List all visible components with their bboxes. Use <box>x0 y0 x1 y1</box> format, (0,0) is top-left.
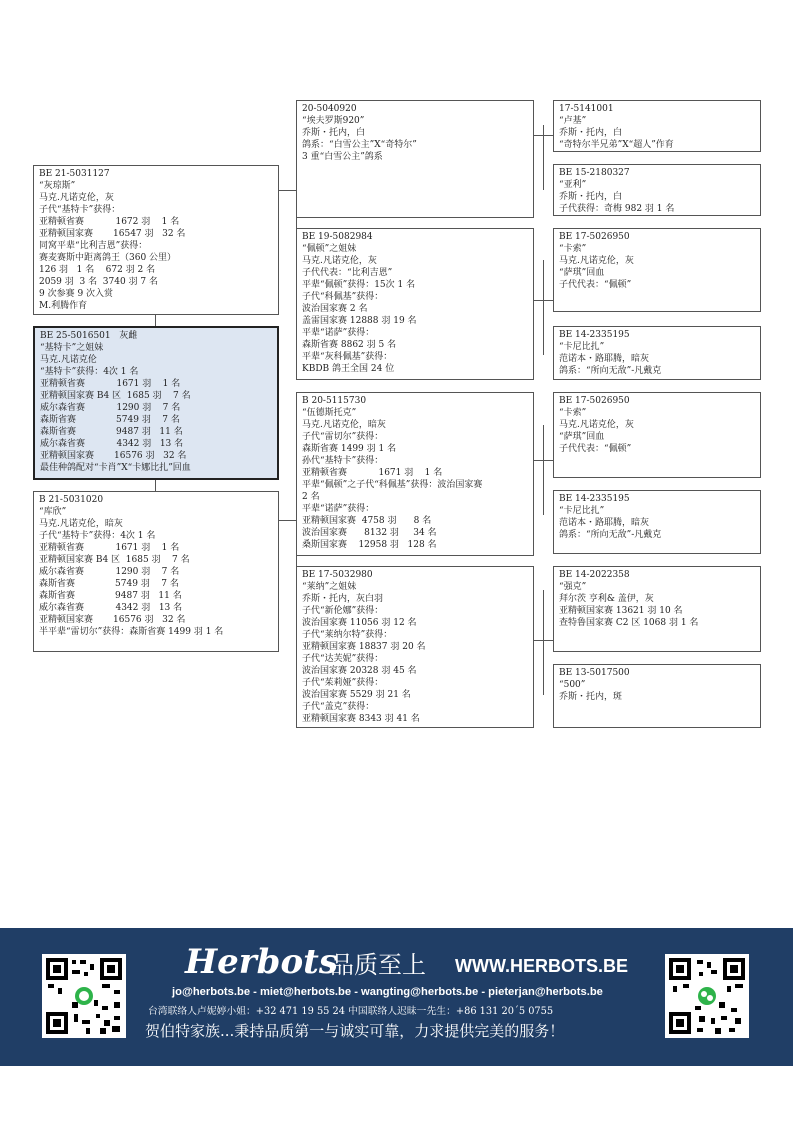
card-line: 威尔森省赛 4342 羽 13 名 <box>40 439 184 449</box>
card-line: 亚精顿国家赛 B4 区 1685 羽 7 名 <box>40 391 191 401</box>
card-line: 波治国家赛 2 名 <box>302 304 368 314</box>
card-line: 子代“达芙妮”获得： <box>302 654 384 664</box>
card-line: 子代“茱莉娅”获得： <box>302 678 384 688</box>
card-line: 查特鲁国家赛 C2 区 1068 羽 1 名 <box>559 618 699 628</box>
card-line: 126 羽 1 名 672 羽 2 名 <box>39 265 156 275</box>
card-line: 子代代表：“佩顿” <box>559 444 632 454</box>
card-line: 马克.凡诺克伦，暗灰 <box>39 519 123 529</box>
card-line: 子代“新伦娜”获得： <box>302 606 384 616</box>
slogan-text: 品质至上 <box>330 951 426 979</box>
card-line: BE 13-5017500 <box>559 668 630 678</box>
card-line: 17-5141001 <box>559 104 614 114</box>
subject-card <box>33 326 279 480</box>
card-line: 波治国家赛 11056 羽 12 名 <box>302 618 417 628</box>
connector-sire-horizontal <box>278 190 296 191</box>
card-line: 范诺本・路耶腾，暗灰 <box>559 354 650 364</box>
qr-code-right[interactable] <box>665 954 749 1038</box>
card-line: 森斯省赛 5749 羽 7 名 <box>40 415 180 425</box>
card-line: 平辈“佩顿”获得：15次 1 名 <box>302 280 416 290</box>
card-line: 马克.凡诺克伦，暗灰 <box>302 420 386 430</box>
card-line: 乔斯・托内，斑 <box>559 692 623 702</box>
card-line: “库欣” <box>39 507 67 517</box>
card-line: 乔斯・托内，白 <box>559 192 623 202</box>
card-line: 孙代“基特卡”获得： <box>302 456 384 466</box>
card-line: 马克.凡诺克伦 <box>40 355 97 365</box>
card-line: 鸽系：“所向无敌”-凡戴克 <box>559 530 662 540</box>
dam-card <box>33 491 279 652</box>
card-line: 2 名 <box>302 492 320 502</box>
email-contacts[interactable]: jo@herbots.be - miet@herbots.be - wangting@herbots.be - pieterjan@herbots.be <box>172 986 603 998</box>
card-line: BE 14-2022358 <box>559 570 630 580</box>
card-line: B 21-5031020 <box>39 495 104 505</box>
card-line: BE 17-5032980 <box>302 570 373 580</box>
card-line: 波治国家赛 5529 羽 21 名 <box>302 690 411 700</box>
card-line: 乔斯・托内，灰白羽 <box>302 594 384 604</box>
card-line: 半平辈“雷切尔”获得：森斯省赛 1499 羽 1 名 <box>39 627 224 637</box>
card-line: BE 25-5016501 灰雌 <box>40 331 138 341</box>
card-line: 盖雷国家赛 12888 羽 19 名 <box>302 316 417 326</box>
card-line: “灰琼斯” <box>39 181 76 191</box>
connector-dam-horizontal <box>278 520 296 521</box>
card-line: “强克” <box>559 582 587 592</box>
gen4-card-3 <box>553 228 761 312</box>
card-line: 平辈“诺萨”获得： <box>302 504 375 514</box>
card-line: 马克.凡诺克伦，灰 <box>302 256 377 266</box>
qr-code-left[interactable] <box>42 954 126 1038</box>
card-line: B 20-5115730 <box>302 396 367 406</box>
card-line: 子代“科佩基”获得： <box>302 292 384 302</box>
card-line: “萨琪”回血 <box>559 268 605 278</box>
card-line: 平辈“佩顿”之子代“科佩基”获得：波治国家赛 <box>302 480 483 490</box>
card-line: BE 14-2335195 <box>559 330 630 340</box>
dam-sire-card <box>296 392 534 556</box>
card-line: 亚精顿国家赛 4758 羽 8 名 <box>302 516 432 526</box>
card-line: “伍德斯托克” <box>302 408 357 418</box>
gen4-card-8 <box>553 664 761 728</box>
connector-gen4-3v <box>543 425 544 515</box>
dam-dam-card <box>296 566 534 728</box>
sire-dam-card <box>296 228 534 380</box>
card-line: “500” <box>559 680 586 690</box>
phone-contacts: 台湾联络人卢妮婷小姐：+32 471 19 55 24 中国联络人迟昧一先生：+86 131 20´5 0755 <box>148 1006 554 1017</box>
card-line: 9 次参赛 9 次入赏 <box>39 289 114 299</box>
card-line: 森斯省赛 9487 羽 11 名 <box>40 427 183 437</box>
card-line: 范诺本・路耶腾，暗灰 <box>559 518 650 528</box>
website-link[interactable]: WWW.HERBOTS.BE <box>455 956 628 976</box>
card-line: 马克.凡诺克伦，灰 <box>39 193 114 203</box>
card-line: “奇特尔半兄弟”X“超人”作育 <box>559 140 674 150</box>
gen4-card-1 <box>553 100 761 152</box>
card-line: 亚精顿国家赛 8343 羽 41 名 <box>302 714 420 724</box>
card-line: 森斯省赛 1499 羽 1 名 <box>302 444 397 454</box>
gen4-card-4 <box>553 326 761 380</box>
gen4-card-6 <box>553 490 761 554</box>
footer-tagline: 贺伯特家族...秉持品质第一与诚实可靠，力求提供完美的服务！ <box>145 1022 565 1040</box>
card-line: “亚利” <box>559 180 587 190</box>
card-line: 亚精顿国家赛 16576 羽 32 名 <box>39 615 186 625</box>
card-line: “卢基” <box>559 116 587 126</box>
connector-gen4-4v <box>543 590 544 695</box>
card-line: “萨琪”回血 <box>559 432 605 442</box>
qr-code-icon <box>665 954 749 1038</box>
card-line: 森斯省赛 9487 羽 11 名 <box>39 591 182 601</box>
card-line: “基特卡”获得：4次 1 名 <box>40 367 139 377</box>
card-line: 亚精顿省赛 1672 羽 1 名 <box>39 217 180 227</box>
card-line: 子代代表：“比利吉恩” <box>302 268 393 278</box>
card-line: 亚精顿国家赛 13621 羽 10 名 <box>559 606 683 616</box>
card-line: 同窝平辈“比利吉恩”获得： <box>39 241 148 251</box>
card-line: 威尔森省赛 1290 羽 7 名 <box>40 403 181 413</box>
footer-banner <box>0 928 793 1066</box>
card-line: “埃夫罗斯920” <box>302 116 365 126</box>
card-line: 乔斯・托内，白 <box>302 128 366 138</box>
card-line: 20-5040920 <box>302 104 357 114</box>
card-line: 拜尔茨 亨利& 盖伊，灰 <box>559 594 654 604</box>
card-line: 亚精顿省赛 1671 羽 1 名 <box>40 379 181 389</box>
card-line: 威尔森省赛 1290 羽 7 名 <box>39 567 180 577</box>
sire-sire-card <box>296 100 534 218</box>
connector-gen4-2v <box>543 260 544 355</box>
card-line: BE 21-5031127 <box>39 169 110 179</box>
card-line: 乔斯・托内，白 <box>559 128 623 138</box>
card-line: 子代代表：“佩顿” <box>559 280 632 290</box>
card-line: 子代“基特卡”获得：4次 1 名 <box>39 531 156 541</box>
card-line: BE 15-2180327 <box>559 168 630 178</box>
card-line: 子代获得：奇梅 982 羽 1 名 <box>559 204 675 214</box>
card-line: 波治国家赛 8132 羽 34 名 <box>302 528 437 538</box>
card-line: “卡索” <box>559 408 587 418</box>
card-line: 森斯省赛 5749 羽 7 名 <box>39 579 179 589</box>
card-line: 子代“基特卡”获得： <box>39 205 121 215</box>
card-line: 波治国家赛 20328 羽 45 名 <box>302 666 417 676</box>
connector-gen4-1v <box>543 125 544 190</box>
logo-text: Herbots <box>185 942 338 982</box>
card-line: M.利腾作育 <box>39 301 88 311</box>
card-line: 2059 羽 3 名 3740 羽 7 名 <box>39 277 159 287</box>
card-line: “佩顿”之姐妹 <box>302 244 357 254</box>
card-line: “卡索” <box>559 244 587 254</box>
card-line: 子代“雷切尔”获得： <box>302 432 384 442</box>
card-line: 亚精顿省赛 1671 羽 1 名 <box>39 543 180 553</box>
card-line: 威尔森省赛 4342 羽 13 名 <box>39 603 183 613</box>
card-line: 赛麦赛斯中距离鸽王（360 公里） <box>39 253 177 263</box>
card-line: “卡尼比扎” <box>559 342 605 352</box>
card-line: “卡尼比扎” <box>559 506 605 516</box>
card-line: 最佳种鸽配对“卡肖”X“卡娜比扎”回血 <box>40 463 191 473</box>
card-line: BE 14-2335195 <box>559 494 630 504</box>
card-line: 子代“盖克”获得： <box>302 702 375 712</box>
card-line: 马克.凡诺克伦，灰 <box>559 420 634 430</box>
card-line: “莱纳”之姐妹 <box>302 582 357 592</box>
card-line: 平辈“诺萨”获得： <box>302 328 375 338</box>
card-line: 桑斯国家赛 12958 羽 128 名 <box>302 540 437 550</box>
card-line: 3 重“白雪公主”鸽系 <box>302 152 383 162</box>
sire-card <box>33 165 279 315</box>
card-line: 鸽系：“所向无敌”-凡戴克 <box>559 366 662 376</box>
card-line: 亚精顿国家赛 B4 区 1685 羽 7 名 <box>39 555 190 565</box>
card-line: KBDB 鸽王全国 24 位 <box>302 364 395 374</box>
card-line: 子代“莱纳尔特”获得： <box>302 630 393 640</box>
gen4-card-2 <box>553 164 761 216</box>
card-line: “基特卡”之姐妹 <box>40 343 104 353</box>
card-line: BE 17-5026950 <box>559 232 630 242</box>
qr-code-icon <box>42 954 126 1038</box>
gen4-card-7 <box>553 566 761 652</box>
card-line: 平辈“灰科佩基”获得： <box>302 352 393 362</box>
card-line: 亚精顿国家赛 16576 羽 32 名 <box>40 451 187 461</box>
card-line: 亚精顿省赛 1671 羽 1 名 <box>302 468 443 478</box>
card-line: 亚精顿国家赛 16547 羽 32 名 <box>39 229 186 239</box>
card-line: 亚精顿国家赛 18837 羽 20 名 <box>302 642 426 652</box>
card-line: BE 19-5082984 <box>302 232 373 242</box>
card-line: 马克.凡诺克伦，灰 <box>559 256 634 266</box>
card-line: 鸽系：“白雪公主”X“奇特尔” <box>302 140 417 150</box>
gen4-card-5 <box>553 392 761 478</box>
card-line: BE 17-5026950 <box>559 396 630 406</box>
connector-sire-dam-vertical <box>155 314 156 326</box>
card-line: 森斯省赛 8862 羽 5 名 <box>302 340 397 350</box>
